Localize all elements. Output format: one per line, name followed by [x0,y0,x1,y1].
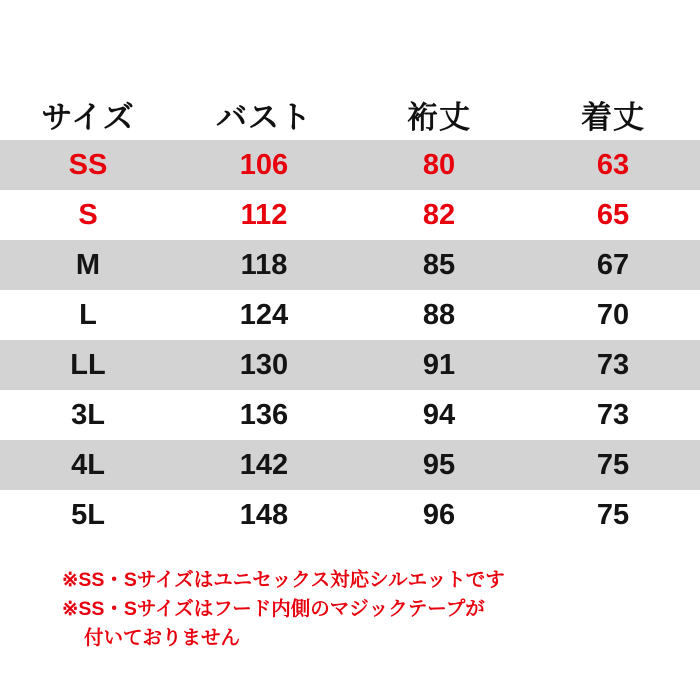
cell-size: S [0,190,176,240]
column-header-length: 着丈 [526,88,700,140]
cell-size: 5L [0,490,176,540]
cell-size: 3L [0,390,176,440]
cell-sleeve: 95 [352,440,526,490]
cell-length: 73 [526,340,700,390]
note-line-2: ※SS・Sサイズはフード内側のマジックテープが [62,598,485,620]
cell-length: 70 [526,290,700,340]
cell-length: 65 [526,190,700,240]
cell-sleeve: 82 [352,190,526,240]
table-row [0,390,700,440]
cell-sleeve: 96 [352,490,526,540]
cell-length: 73 [526,390,700,440]
cell-length: 63 [526,140,700,190]
note-line-3: 付いておりません [84,627,241,649]
cell-length: 67 [526,240,700,290]
size-table [0,88,700,540]
table-row [0,190,700,240]
table-row [0,290,700,340]
cell-size: LL [0,340,176,390]
table-row [0,490,700,540]
table-row [0,440,700,490]
notes-block [62,566,662,653]
cell-size: L [0,290,176,340]
table-row [0,240,700,290]
cell-size: SS [0,140,176,190]
table-row [0,340,700,390]
note-line-1: ※SS・Sサイズはユニセックス対応シルエットです [62,569,505,591]
cell-bust: 148 [176,490,352,540]
cell-bust: 136 [176,390,352,440]
cell-bust: 112 [176,190,352,240]
cell-bust: 124 [176,290,352,340]
cell-size: 4L [0,440,176,490]
column-header-size: サイズ [0,88,176,140]
cell-size: M [0,240,176,290]
size-table-body [0,140,700,540]
table-row [0,140,700,190]
cell-length: 75 [526,490,700,540]
cell-sleeve: 88 [352,290,526,340]
cell-sleeve: 91 [352,340,526,390]
cell-bust: 130 [176,340,352,390]
size-table-head [0,88,700,140]
column-header-bust: バスト [176,88,352,140]
cell-sleeve: 94 [352,390,526,440]
cell-length: 75 [526,440,700,490]
cell-bust: 118 [176,240,352,290]
column-header-sleeve: 裄丈 [352,88,526,140]
cell-bust: 142 [176,440,352,490]
cell-bust: 106 [176,140,352,190]
cell-sleeve: 80 [352,140,526,190]
table-header-row [0,88,700,140]
size-table-container [0,88,700,540]
cell-sleeve: 85 [352,240,526,290]
